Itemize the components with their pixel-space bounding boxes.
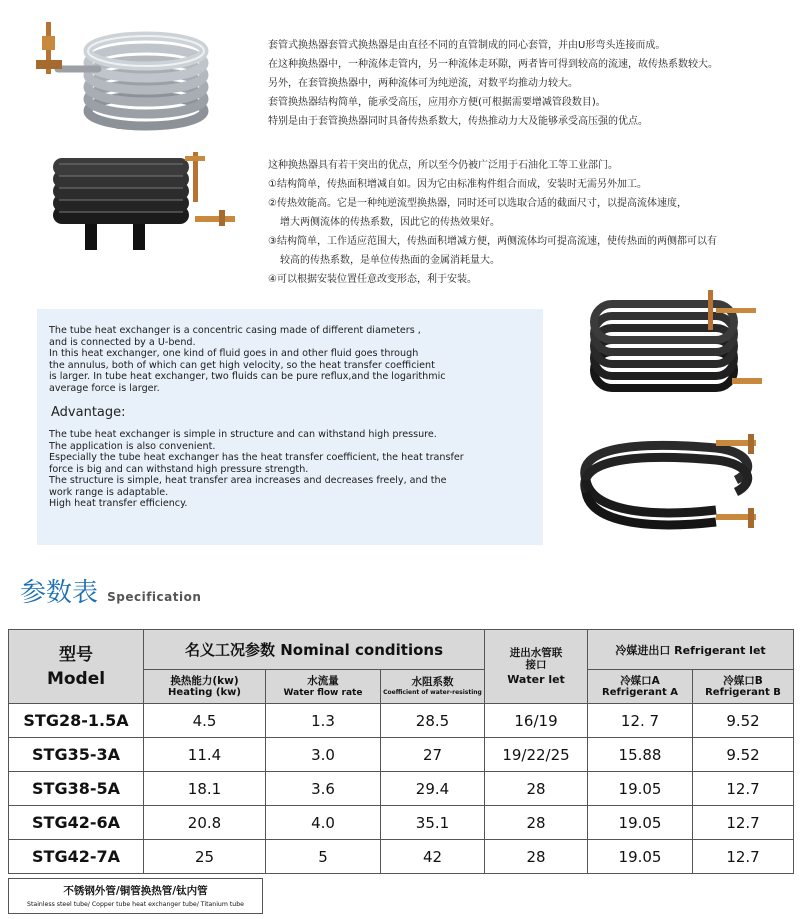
advantages-chinese	[268, 156, 717, 289]
cell-flow: 1.3	[266, 704, 381, 738]
header-refb-cn: 冷媒口B	[723, 674, 763, 687]
english-advantages	[49, 429, 531, 510]
header-resist-en: Coefficient of water-resisting	[383, 689, 482, 696]
cell-refb: 12.7	[693, 772, 794, 806]
header-nominal: 名义工况参数 Nominal conditions	[144, 630, 485, 670]
cell-flow: 4.0	[266, 806, 381, 840]
cell-refa: 19.05	[588, 772, 693, 806]
header-model-cn: 型号	[59, 644, 93, 665]
intro-line: 另外，在套管换热器中，两种流体可为纯逆流，对数平均推动力较大。	[268, 78, 578, 89]
header-flow-en: Water flow rate	[283, 687, 363, 698]
english-advantage-line: The application is also convenient.	[49, 440, 216, 452]
footnote-cn: 不锈钢外管/铜管换热管/钛内管	[63, 885, 208, 897]
cell-model: STG28-1.5A	[9, 704, 144, 738]
english-advantage-line: High heat transfer efficiency.	[49, 498, 188, 509]
cell-resist: 29.4	[381, 772, 485, 806]
table-row	[9, 840, 794, 874]
header-heating	[144, 670, 266, 704]
header-refa	[588, 670, 693, 704]
cell-waterlet: 16/19	[485, 704, 588, 738]
spec-heading	[20, 572, 201, 609]
table-row	[9, 704, 794, 738]
advantage-line: ③结构简单，工作适应范围大，传热面积增减方便，两侧流体均可提高流速，使传热面的两侧都可以有	[268, 236, 717, 247]
cell-model: STG35-3A	[9, 738, 144, 772]
stainless-coil-exchanger-image	[28, 14, 228, 132]
header-refb-en: Refrigerant B	[705, 686, 781, 698]
rectangular-coil-exchanger-image	[582, 290, 772, 402]
cell-refa: 19.05	[588, 840, 693, 874]
english-advantage-line: work range is adaptable.	[49, 486, 169, 498]
cell-waterlet: 28	[485, 772, 588, 806]
advantage-heading: Advantage:	[51, 405, 126, 420]
spec-title-en: Specification	[107, 590, 202, 604]
header-waterlet-cn: 进出水管联接口	[509, 647, 563, 671]
intro-line: 特别是由于套管换热器同时具备传热系数大，传热推动力大及能够承受高压强的优点。	[268, 116, 648, 127]
cell-resist: 27	[381, 738, 485, 772]
cell-heating: 11.4	[144, 738, 266, 772]
header-refrigerant: 冷媒进出口 Refrigerant let	[588, 630, 794, 670]
advantage-line: 增大两侧流体的传热系数，因此它的传热效果好。	[280, 217, 500, 228]
english-intro-line: and is connected by a U-bend.	[49, 336, 196, 348]
cell-model: STG42-7A	[9, 840, 144, 874]
header-refb	[693, 670, 794, 704]
english-intro-line: is larger. In tube heat exchanger, two fluids can be pure reflux,and the logarithmic	[49, 371, 446, 382]
cell-heating: 25	[144, 840, 266, 874]
cell-waterlet: 19/22/25	[485, 738, 588, 772]
cell-resist: 42	[381, 840, 485, 874]
cell-refb: 9.52	[693, 704, 794, 738]
material-footnote	[8, 878, 263, 914]
english-description-panel	[37, 309, 543, 545]
english-intro-line: In this heat exchanger, one kind of fluid goes in and other fluid goes through	[49, 348, 419, 359]
cell-refa: 12. 7	[588, 704, 693, 738]
english-intro-line: the annulus, both of which can get high velocity, so the heat transfer coefficient	[49, 359, 435, 371]
spec-table	[8, 629, 794, 874]
cell-refb: 9.52	[693, 738, 794, 772]
advantage-line: ④可以根据安装位置任意改变形态，利于安装。	[268, 274, 477, 285]
cell-resist: 28.5	[381, 704, 485, 738]
cell-heating: 4.5	[144, 704, 266, 738]
intro-line: 在这种换热器中，一种流体走管内，另一种流体走环隙，两者皆可得到较高的流速，故传热系数较大。	[268, 59, 718, 70]
cell-resist: 35.1	[381, 806, 485, 840]
english-advantage-line: Especially the tube heat exchanger has the heat transfer coefficient, the heat transfer	[49, 452, 464, 463]
cell-waterlet: 28	[485, 840, 588, 874]
header-model-en: Model	[46, 668, 106, 689]
english-intro-line: The tube heat exchanger is a concentric casing made of different diameters ,	[49, 325, 421, 336]
cell-heating: 18.1	[144, 772, 266, 806]
advantage-line: ①结构简单，传热面积增减自如。因为它由标准构件组合而成，安装时无需另外加工。	[268, 179, 647, 190]
cell-flow: 3.0	[266, 738, 381, 772]
cell-refb: 12.7	[693, 806, 794, 840]
table-row	[9, 772, 794, 806]
advantage-line: ②传热效能高。它是一种纯逆流型换热器，同时还可以选取合适的截面尺寸，以提高流体速度，	[268, 198, 687, 209]
cell-flow: 3.6	[266, 772, 381, 806]
spec-title-cn: 参数表	[20, 578, 99, 608]
footnote-en: Stainless steel tube/ Copper tube heat exchanger tube/ Titanium tube	[27, 901, 244, 908]
intro-line: 套管式换热器套管式换热器是由直径不同的直管制成的同心套管，并由U形弯头连接而成。	[268, 40, 666, 51]
advantage-line: 较高的传热系数，是单位传热面的金属消耗量大。	[280, 255, 500, 266]
intro-line: 套管换热器结构简单，能承受高压，应用亦方便(可根据需要增减管段数目)。	[268, 97, 606, 108]
cell-heating: 20.8	[144, 806, 266, 840]
header-waterlet-en: Water let	[507, 673, 565, 686]
cell-flow: 5	[266, 840, 381, 874]
header-resist-cn: 水阻系数	[411, 676, 454, 688]
black-coil-exchanger-image	[45, 152, 245, 257]
english-advantage-line: The structure is simple, heat transfer area increases and decreases freely, and the	[49, 475, 447, 486]
header-heating-en: Heating (kw)	[168, 686, 241, 698]
advantage-line: 这种换热器具有若干突出的优点，所以至今仍被广泛用于石油化工等工业部门。	[268, 160, 618, 171]
cell-refa: 19.05	[588, 806, 693, 840]
cell-waterlet: 28	[485, 806, 588, 840]
cell-refb: 12.7	[693, 840, 794, 874]
header-refa-en: Refrigerant A	[602, 686, 678, 698]
cell-model: STG38-5A	[9, 772, 144, 806]
header-model	[9, 630, 144, 704]
header-refa-cn: 冷媒口A	[620, 674, 660, 687]
english-intro-line: average force is larger.	[49, 382, 160, 394]
header-waterlet	[485, 630, 588, 704]
cell-refa: 15.88	[588, 738, 693, 772]
header-flow-cn: 水流量	[307, 674, 339, 687]
table-row	[9, 806, 794, 840]
cell-model: STG42-6A	[9, 806, 144, 840]
header-resist	[381, 670, 485, 704]
oval-coil-exchanger-image	[566, 430, 771, 542]
english-intro	[49, 325, 531, 394]
english-advantage-line: force is big and can withstand high pressure strength.	[49, 463, 309, 475]
header-heating-cn: 换热能力(kw)	[170, 674, 239, 687]
header-flow	[266, 670, 381, 704]
english-advantage-line: The tube heat exchanger is simple in structure and can withstand high pressure.	[49, 429, 437, 440]
table-row	[9, 738, 794, 772]
intro-chinese	[268, 36, 718, 131]
